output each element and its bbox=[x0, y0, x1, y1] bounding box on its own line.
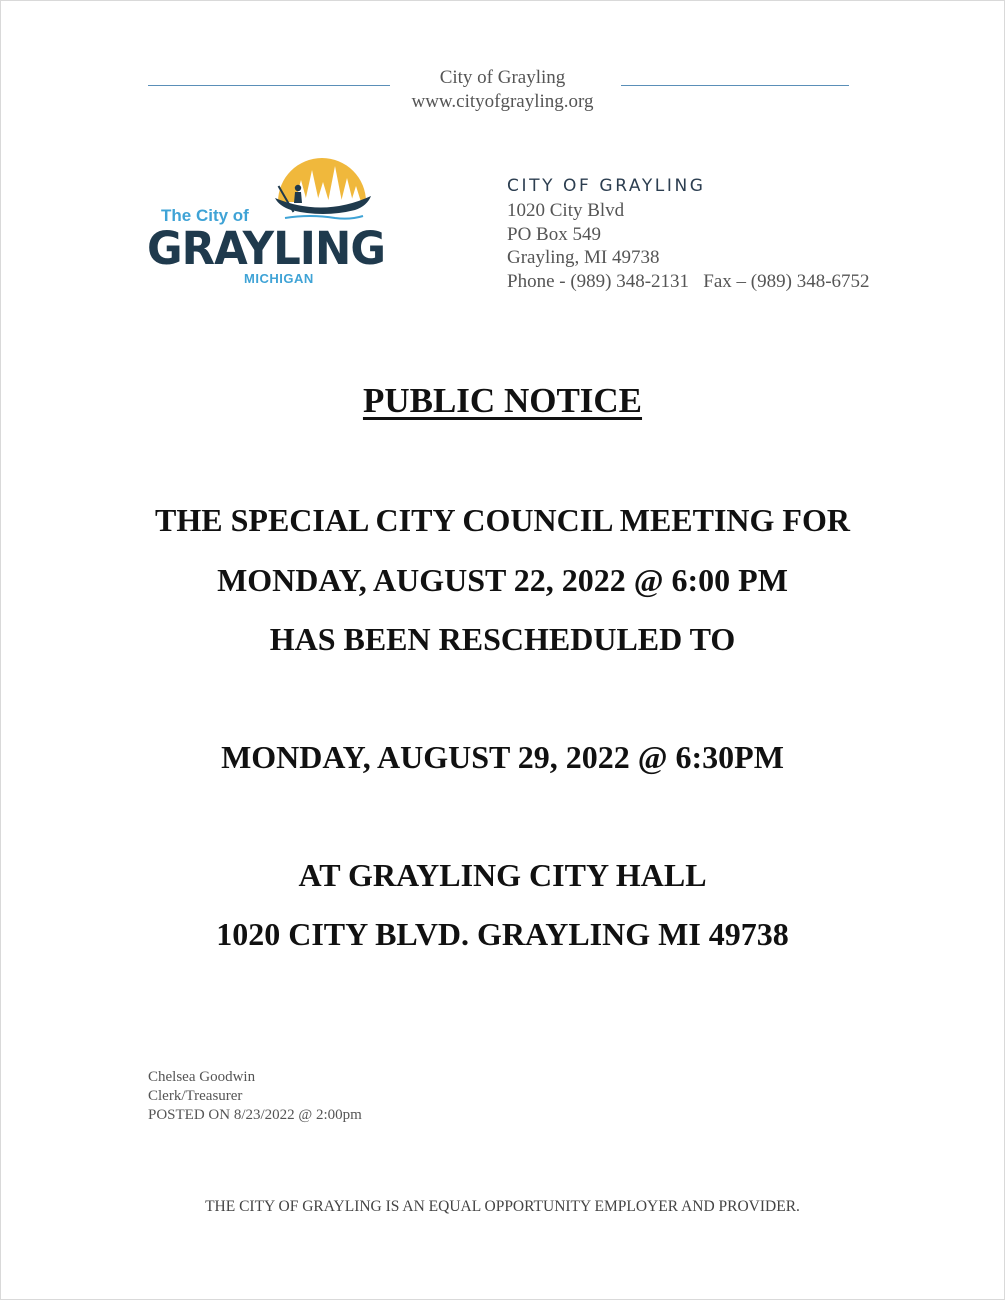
notice-line: THE SPECIAL CITY COUNCIL MEETING FOR bbox=[155, 502, 850, 538]
address-po-box: PO Box 549 bbox=[507, 223, 601, 245]
notice-line: MONDAY, AUGUST 22, 2022 @ 6:00 PM bbox=[217, 562, 788, 598]
city-logo bbox=[145, 158, 395, 290]
notice-line: HAS BEEN RESCHEDULED TO bbox=[269, 621, 736, 657]
signature-block bbox=[148, 1068, 362, 1125]
address-block bbox=[507, 176, 977, 293]
signature-name: Chelsea Goodwin bbox=[148, 1069, 256, 1085]
address-city-state-zip: Grayling, MI 49738 bbox=[507, 247, 660, 268]
logo-text-michigan: MICHIGAN bbox=[244, 271, 314, 286]
address-street: 1020 City Blvd bbox=[507, 200, 625, 221]
notice-line: AT GRAYLING CITY HALL bbox=[298, 857, 707, 893]
address-title: CITY OF GRAYLING bbox=[507, 176, 706, 196]
header-city-name: City of Grayling bbox=[439, 67, 566, 88]
footer-eeo-statement: THE CITY OF GRAYLING IS AN EQUAL OPPORTUNITY EMPLOYER AND PROVIDER. bbox=[205, 1198, 800, 1215]
notice-line: MONDAY, AUGUST 29, 2022 @ 6:30PM bbox=[221, 739, 784, 775]
water-ripple-icon bbox=[285, 216, 363, 219]
address-phone-fax: Phone - (989) 348-2131 Fax – (989) 348-6752 bbox=[507, 270, 870, 292]
signature-posted: POSTED ON 8/23/2022 @ 2:00pm bbox=[148, 1107, 362, 1123]
signature-role: Clerk/Treasurer bbox=[148, 1088, 243, 1104]
header-website: www.cityofgrayling.org bbox=[411, 91, 594, 112]
logo-text-the-city-of: The City of bbox=[161, 206, 249, 225]
notice-line: 1020 CITY BLVD. GRAYLING MI 49738 bbox=[216, 916, 789, 952]
notice-title: PUBLIC NOTICE bbox=[362, 381, 643, 420]
city-logo-graphic bbox=[145, 158, 395, 290]
logo-text-grayling: GRAYLING bbox=[147, 222, 385, 275]
